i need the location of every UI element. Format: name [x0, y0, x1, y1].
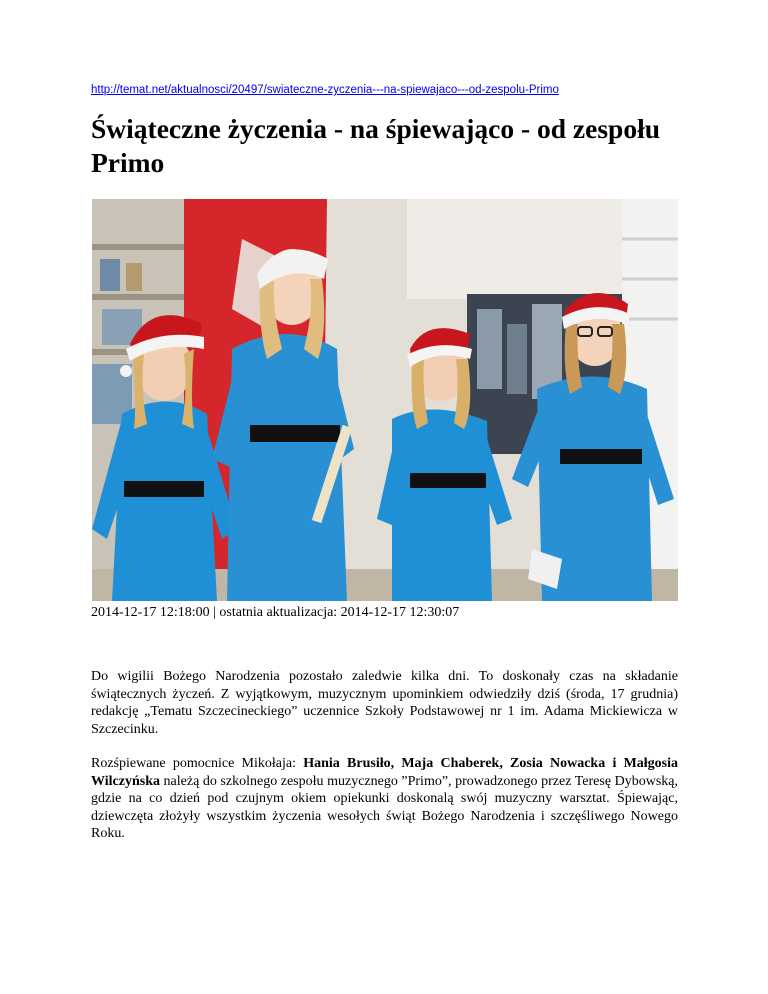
article-paragraph-2 [91, 755, 678, 843]
paragraph-2-intro: Rozśpiewane pomocnice Mikołaja: [91, 756, 304, 771]
article-title: Świąteczne życzenia - na śpiewająco - od zespołu Primo [91, 113, 661, 178]
paragraph-2-rest: należą do szkolnego zespołu muzycznego ”Primo”, prowadzonego przez Teresę Dybowską, gdzie na co dzień pod czujnym okiem opiekunki doskonalą swój muzyczny warsztat. Śpiewając, dziewczęta złożyły wszystkim życzenia wesołych świąt Bożego Narodzenia i szczęśliwego Nowego Roku. [91, 773, 678, 841]
article-photo [92, 199, 678, 601]
source-link[interactable]: http://temat.net/aktualnosci/20497/swiateczne-zyczenia---na-spiewajaco---od-zespolu-Primo [91, 84, 559, 96]
article-paragraph-1: Do wigilii Bożego Narodzenia pozostało zaledwie kilka dni. To doskonały czas na składanie świątecznych życzeń. Z wyjątkowym, muzycznym upominkiem odwiedziły dziś (środa, 17 grudnia) redakcję „Tematu Szczecineckiego” uczennice Szkoły Podstawowej nr 1 im. Adama Mickiewicza w Szczecinku. [91, 669, 678, 737]
article-timestamp: 2014-12-17 12:18:00 | ostatnia aktualizacja: 2014-12-17 12:30:07 [91, 605, 460, 620]
paragraph-2-names: Hania Brusiło, Maja Chaberek, Zosia Nowacka i Małgosia Wilczyńska [91, 756, 679, 789]
